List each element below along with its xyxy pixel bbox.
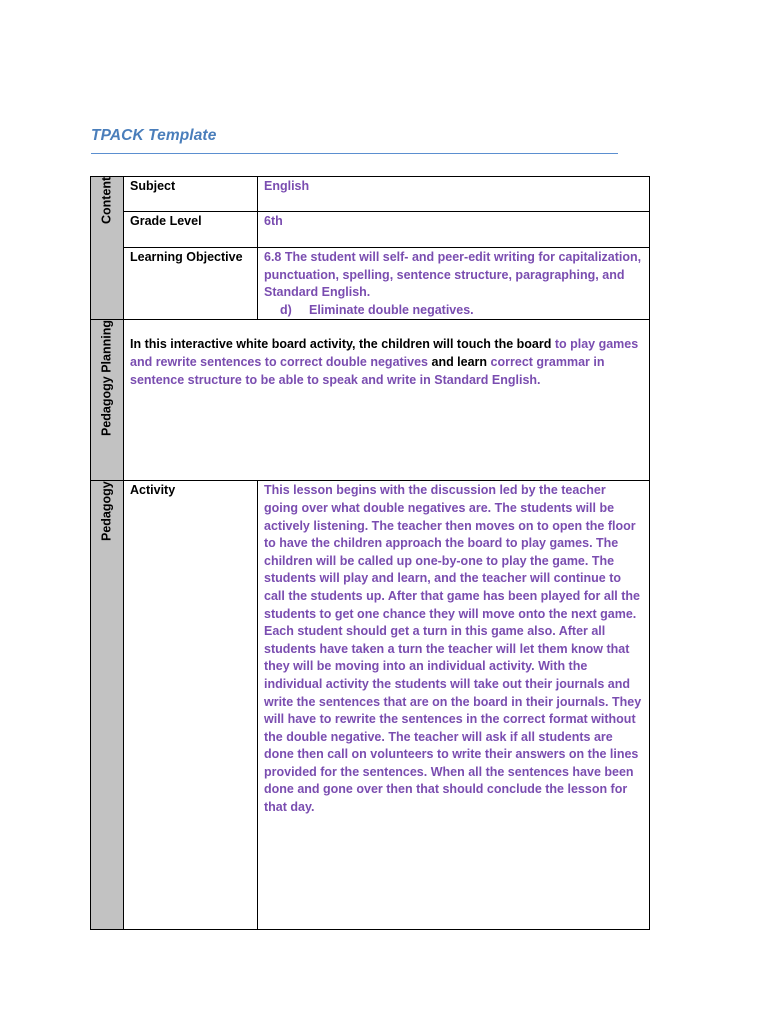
- pedagogy-planning-text: In this interactive white board activity, the children will touch the board to play games and rewrite sentences to correct double negatives and learn correct grammar in sentence structure to be able to speak and write in Standard English.: [124, 320, 650, 481]
- activity-value: [258, 481, 650, 930]
- activity-label: Activity: [124, 481, 258, 930]
- grade-level-label: Grade Level: [124, 212, 258, 248]
- content-section-label: Content: [99, 177, 114, 225]
- subject-row: [91, 177, 650, 212]
- pedagogy-section-label: Pedagogy: [99, 481, 114, 542]
- pedagogy-planning-section-cell: [91, 320, 124, 481]
- learning-objective-value: [258, 248, 650, 320]
- activity-row: [91, 481, 650, 930]
- pedagogy-section-cell: [91, 481, 124, 930]
- title-underline: [91, 153, 618, 154]
- learning-objective-label: Learning Objective: [124, 248, 258, 320]
- subject-label: Subject: [124, 177, 258, 212]
- subject-value: English: [258, 177, 650, 212]
- pedagogy-planning-section-label: Pedagogy Planning: [99, 320, 114, 437]
- grade-level-value: 6th: [258, 212, 650, 248]
- learning-objective-row: [91, 248, 650, 320]
- grade-level-row: [91, 212, 650, 248]
- pedagogy-planning-row: [91, 320, 650, 481]
- document-title: TPACK Template: [91, 127, 217, 144]
- learning-objective-subitem: d) Eliminate double negatives.: [280, 302, 474, 317]
- content-section-cell: [91, 177, 124, 320]
- learning-objective-text: 6.8 The student will self- and peer-edit writing for capitalization, punctuation, spelling, sentence structure, paragraphing, and Standard English.: [264, 250, 642, 300]
- tpack-table: [90, 176, 650, 930]
- activity-text: This lesson begins with the discussion led by the teacher going over what double negatives are. The students will be actively listening. The teacher then moves on to open the floor to have the children approach the board to play games. The children will be called up one-by-one to play the game. The students will play and learn, and the teacher will continue to call the students up. After that game has been played for all the students to get one chance they will move onto the next game. Each student should get a turn in this game also. After all students have taken a turn the teacher will let them know that they will be moving into an individual activity. With the individual activity the students will take out their journals and write the sentences that are on the board in their journals. They will have to rewrite the sentences in the correct format without the double negative. The teacher will ask if all students are done then call on volunteers to write their answers on the lines provided for the sentences. When all the sentences have been done and gone over then that should conclude the lesson for that day.: [264, 483, 642, 815]
